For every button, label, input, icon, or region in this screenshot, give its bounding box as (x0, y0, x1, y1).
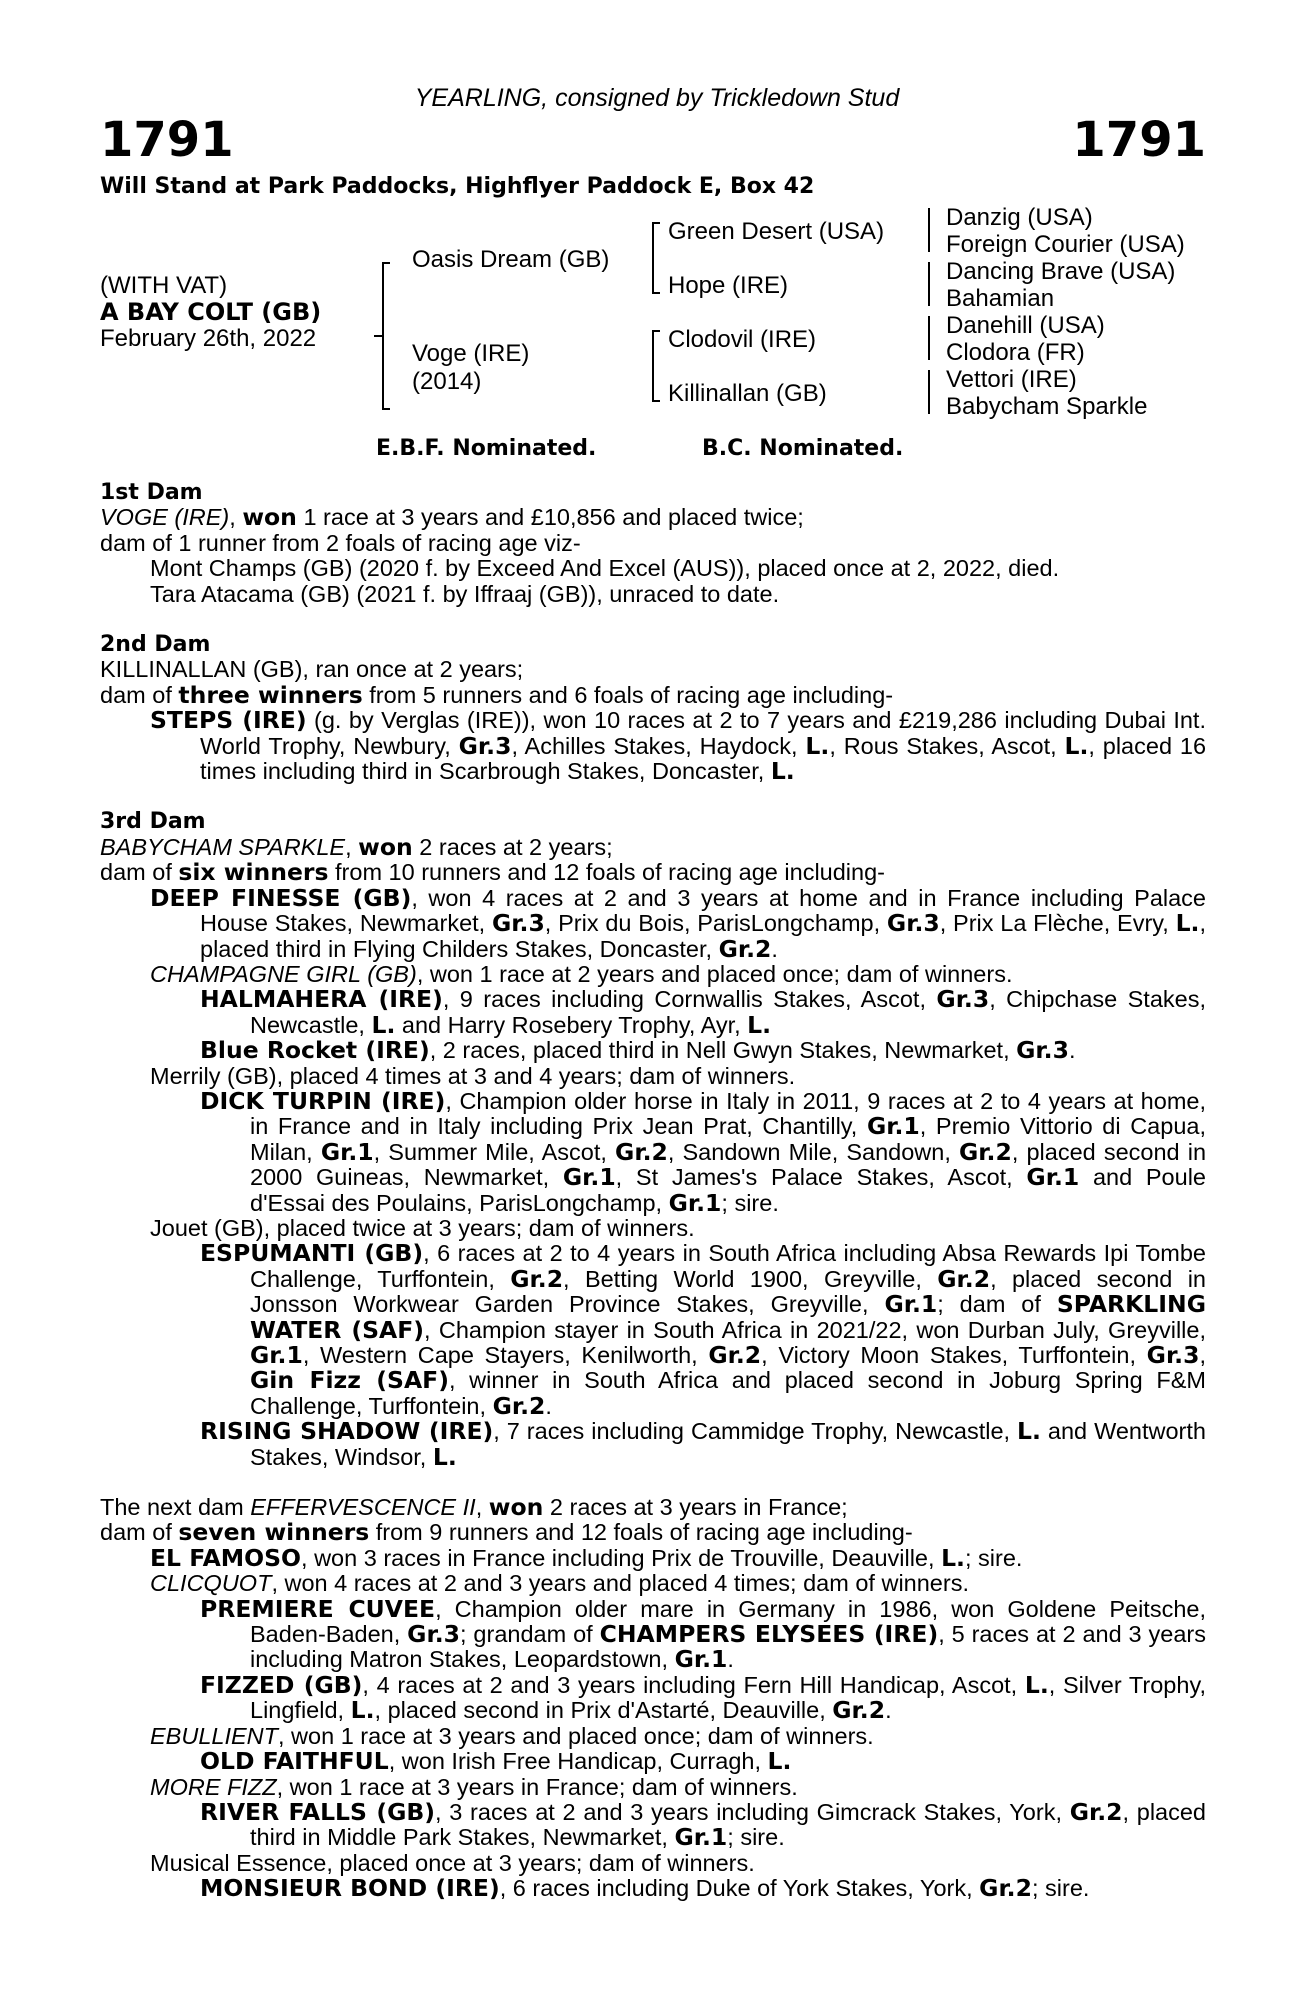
grade: L. (1175, 909, 1200, 938)
text: and Harry Rosebery Trophy, Ayr, (395, 1011, 748, 1038)
text: dam of (100, 1519, 179, 1546)
text: , won 1 race at 3 years in France; dam of winners. (276, 1773, 798, 1800)
dam-sire: Clodovil (IRE) (668, 326, 817, 353)
first-dam-produce: dam of 1 runner from 2 foals of racing age viz- (100, 529, 581, 556)
grade: Gr.2 (718, 934, 772, 963)
text: , placed second in Prix d'Astarté, Deauville, (374, 1697, 833, 1724)
runner-name: DEEP FINESSE (GB) (150, 883, 412, 912)
lot-number-right: 1791 (1072, 112, 1206, 168)
text: , (1199, 1342, 1206, 1368)
text: from 5 runners and 6 foals of racing age including- (362, 681, 894, 708)
brace-tick (382, 408, 390, 410)
grade: Gr.2 (615, 1137, 668, 1166)
text: , placed third in Middle Park Stakes, Newmarket, (250, 1798, 1206, 1851)
text: , Premio Vittorio di Capua, Milan, (250, 1113, 1206, 1165)
runner-name: MORE FIZZ (150, 1773, 277, 1800)
text: , 7 races including Cammidge Trophy, Newcastle, (493, 1418, 1018, 1445)
text: , Sandown Mile, Sandown, (667, 1138, 959, 1165)
foaling-date: February 26th, 2022 (100, 325, 317, 352)
text: , Prix La Flèche, Evry, (939, 910, 1176, 937)
text: , 2 races, placed third in Nell Gwyn Stakes, Newmarket, (429, 1037, 1017, 1064)
won-text: won (488, 1493, 544, 1522)
text: . (771, 935, 778, 962)
third-dam-heading: 3rd Dam (100, 809, 206, 835)
dam-year: (2014) (412, 368, 482, 395)
grade: Gr.3 (886, 909, 940, 938)
sire-brace (652, 222, 654, 294)
text: , won Irish Free Handicap, Curragh, (388, 1748, 768, 1775)
text: , won 1 race at 2 years and placed once; dam of winners. (416, 960, 1013, 987)
runner-entry (100, 708, 1206, 784)
catalogue-body (100, 480, 1206, 1902)
text: . (885, 1697, 892, 1724)
text: , Rous Stakes, Ascot, (829, 732, 1065, 759)
text: , 6 races including Duke of York Stakes, York, (499, 1875, 980, 1902)
runner-entry (100, 1594, 1206, 1674)
third-dam-line: BABYCHAM SPARKLE, won 2 races at 2 years; (100, 832, 613, 861)
g-brace-1 (928, 208, 930, 252)
text: dam of (100, 859, 179, 886)
grade: L. (770, 757, 795, 786)
grade: Gr.3 (1016, 1036, 1069, 1065)
text: , won 3 races in France including Prix de Trouville, Deauville, (301, 1544, 942, 1571)
text: , Chipchase Stakes, Newcastle, (250, 986, 1207, 1038)
runner-entry (100, 1724, 1206, 1749)
next-dam-line (100, 1495, 1206, 1520)
dam-brace (652, 330, 654, 402)
runner-name: EL FAMOSO (150, 1543, 302, 1572)
runner-name: CHAMPERS ELYSEES (IRE) (599, 1620, 939, 1649)
grade: L. (1017, 1417, 1041, 1446)
runner-name: HALMAHERA (IRE) (200, 985, 443, 1014)
grade: Gr.3 (458, 731, 512, 760)
grade: L. (371, 1010, 396, 1039)
runner-entry (100, 987, 1206, 1038)
ebf-nominated: E.B.F. Nominated. (376, 436, 597, 461)
text: , won 1 race at 3 years and placed once; dam of winners. (278, 1722, 874, 1749)
text: , 5 races at 2 and 3 years including Matron Stakes, Leopardstown, (250, 1621, 1206, 1673)
consignment-line: YEARLING, consigned by Trickledown Stud (414, 84, 900, 112)
text: dam of (100, 681, 179, 708)
grade: L. (767, 1747, 792, 1776)
brace-tick (652, 222, 660, 224)
grade: L. (747, 1010, 772, 1039)
runner-entry: Musical Essence, placed once at 3 years; dam of winners. (150, 1849, 755, 1876)
text: , Achilles Stakes, Haydock, (511, 732, 806, 759)
grade: Gr.1 (884, 1290, 938, 1319)
text: , winner in South Africa and placed second in Joburg Spring F&M Challenge, Turffontein, (250, 1367, 1207, 1419)
granddam-2: Bahamian (946, 285, 1055, 312)
horse-name: A BAY COLT (GB) (100, 298, 322, 326)
runner-entry (100, 1571, 1206, 1596)
runner-name: PREMIERE CUVEE (200, 1594, 436, 1623)
text: , St James's Palace Stakes, Ascot, (615, 1164, 1027, 1191)
runner-entry: Jouet (GB), placed twice at 3 years; dam of winners. (150, 1214, 695, 1241)
text: , Victory Moon Stakes, Turffontein, (761, 1342, 1147, 1368)
brace-tick (652, 330, 660, 332)
runner-entry: Merrily (GB), placed 4 times at 3 and 4 years; dam of winners. (150, 1062, 796, 1089)
first-dam-record: 1 race at 3 years and £10,856 and placed twice; (296, 504, 804, 531)
grandsire-2: Dancing Brave (USA) (946, 258, 1176, 285)
runner-entry (100, 1241, 1206, 1419)
runner-entry (100, 1670, 1206, 1725)
runner-name: Blue Rocket (IRE) (200, 1036, 430, 1065)
vat-note: (WITH VAT) (100, 272, 228, 299)
text: , Summer Mile, Ascot, (373, 1138, 616, 1165)
runner-name: RISING SHADOW (IRE) (200, 1417, 494, 1446)
grade: L. (1064, 731, 1089, 760)
third-dam-name: BABYCHAM SPARKLE (100, 833, 346, 860)
text: and Poule d'Essai des Poulains, ParisLongchamp, (250, 1164, 1206, 1216)
text: , Prix du Bois, ParisLongchamp, (544, 910, 887, 937)
granddam-1: Foreign Courier (USA) (946, 231, 1185, 258)
grade: Gr.3 (1146, 1341, 1200, 1369)
text: , won 4 races at 2 and 3 years at home and in France including Palace House Stakes, Newmarket, (200, 884, 1206, 937)
first-dam-heading: 1st Dam (100, 480, 203, 505)
second-dam-line: KILLINALLAN (GB), ran once at 2 years; (100, 656, 524, 683)
grade: L. (1024, 1670, 1049, 1699)
grade: Gr.2 (708, 1341, 762, 1369)
text: , Betting World 1900, Greyville, (563, 1265, 938, 1292)
text: , 4 races at 2 and 3 years including Fern Hill Handicap, Ascot, (362, 1671, 1025, 1698)
text: and Wentworth Stakes, Windsor, (250, 1418, 1206, 1470)
text: , Champion older mare in Germany in 1986, won Goldene Peitsche, Baden-Baden, (250, 1595, 1206, 1648)
text: , placed second in 2000 Guineas, Newmarket, (250, 1138, 1207, 1191)
brace-tick (652, 400, 660, 402)
grade: Gr.2 (510, 1264, 564, 1293)
grade: Gr.2 (937, 1264, 991, 1293)
dam: Voge (IRE) (412, 340, 530, 367)
runner-entry (100, 1775, 1206, 1800)
grade: Gr.1 (1026, 1163, 1080, 1192)
grade: Gr.3 (407, 1620, 460, 1649)
grandsire-4: Vettori (IRE) (946, 366, 1077, 393)
g-brace-4 (928, 370, 930, 414)
grade: Gr.2 (979, 1874, 1032, 1903)
runner-name: STEPS (IRE) (150, 706, 307, 735)
grade: Gr.2 (492, 1391, 546, 1420)
runner-entry (100, 1543, 1206, 1572)
text: ; dam of (937, 1291, 1057, 1318)
granddam-4: Babycham Sparkle (946, 393, 1148, 420)
runner-name: SPARKLING WATER (SAF) (250, 1290, 1206, 1344)
text: (g. by Verglas (IRE)), won 10 races at 2 to 7 years and £219,286 including Dubai Int. World Trophy, Newbury, (200, 707, 1206, 759)
grade: Gr.3 (936, 985, 990, 1014)
brace-tick (652, 292, 660, 294)
text: , Western Cape Stayers, Kenilworth, (302, 1342, 709, 1368)
runner-name: FIZZED (GB) (200, 1670, 363, 1699)
g-brace-2 (928, 262, 930, 306)
first-dam-line: VOGE (IRE), won 1 race at 3 years and £10,856 and placed twice; (100, 503, 804, 532)
text: , Champion stayer in South Africa in 2021/22, won Durban July, Greyville, (424, 1316, 1206, 1343)
grade: Gr.1 (250, 1341, 303, 1369)
text: , Champion older horse in Italy in 2011, 9 races at 2 to 4 years at home, in France and in Italy including Prix Jean Prat, Chantilly, (250, 1087, 1206, 1140)
won-text: won (358, 832, 413, 861)
runner-name: CLICQUOT (150, 1570, 272, 1597)
text: , won 4 races at 2 and 3 years and placed 4 times; dam of winners. (271, 1570, 969, 1597)
grade: Gr.1 (562, 1163, 616, 1192)
runner-name: CHAMPAGNE GIRL (GB) (150, 960, 417, 987)
text: 2 races at 2 years; (412, 833, 613, 860)
text: ; sire. (727, 1824, 785, 1851)
won-text: won (242, 503, 297, 532)
lot-number-left: 1791 (100, 112, 234, 168)
third-dam-produce (100, 860, 1206, 885)
brace-tick (374, 335, 382, 337)
grade: Gr.1 (866, 1112, 920, 1141)
foal-entry: Tara Atacama (GB) (2021 f. by Iffraaj (GB)), unraced to date. (150, 580, 780, 607)
sire-dam: Hope (IRE) (668, 272, 789, 299)
text: , (475, 1494, 489, 1521)
dam-dam: Killinallan (GB) (668, 380, 827, 407)
first-dam-name: VOGE (IRE) (100, 504, 230, 531)
text: . (727, 1646, 734, 1673)
pedigree-brace (382, 262, 384, 410)
text: The next dam (100, 1494, 251, 1521)
granddam-3: Clodora (FR) (946, 339, 1085, 366)
runner-name: DICK TURPIN (IRE) (200, 1086, 446, 1115)
g-brace-3 (928, 316, 930, 360)
second-dam-produce (100, 680, 1206, 709)
grade: L. (805, 731, 830, 760)
winners-count: three winners (178, 680, 363, 709)
foal-entry: Mont Champs (GB) (2020 f. by Exceed And Excel (AUS)), placed once at 2, 2022, died. (150, 555, 1060, 582)
grade: L. (432, 1442, 457, 1471)
text: ; sire. (1031, 1875, 1090, 1902)
runner-entry (100, 883, 1207, 963)
runner-name: Gin Fizz (SAF) (250, 1366, 449, 1395)
text: . (545, 1392, 552, 1419)
grandsire-3: Danehill (USA) (946, 312, 1105, 339)
grade: Gr.2 (832, 1696, 886, 1725)
text: , 6 races at 2 to 4 years in South Africa including Absa Rewards Ipi Tombe Challenge, Turffontein, (250, 1240, 1206, 1292)
winners-count: seven winners (178, 1518, 370, 1547)
grade: L. (941, 1543, 965, 1572)
runner-entry (100, 1038, 1206, 1063)
runner-name: OLD FAITHFUL (200, 1747, 389, 1776)
grade: Gr.2 (959, 1137, 1012, 1166)
text: from 10 runners and 12 foals of racing age including- (328, 859, 885, 886)
runner-entry (100, 1419, 1206, 1470)
runner-entry (100, 962, 1206, 987)
text: ; grandam of (459, 1621, 600, 1648)
runner-name: EBULLIENT (150, 1722, 278, 1749)
text: . (1068, 1037, 1076, 1064)
text: from 9 runners and 12 foals of racing age including- (369, 1519, 913, 1546)
sire: Oasis Dream (GB) (412, 246, 610, 273)
runner-name: RIVER FALLS (GB) (200, 1797, 436, 1826)
text: ; sire. (964, 1544, 1023, 1571)
bc-nominated: B.C. Nominated. (702, 436, 904, 461)
grade: Gr.1 (674, 1645, 728, 1674)
stand-location: Will Stand at Park Paddocks, Highflyer Paddock E, Box 42 (100, 174, 815, 199)
text: , 3 races at 2 and 3 years including Gimcrack Stakes, York, (435, 1798, 1070, 1825)
text: , placed second in Jonsson Workwear Garden Province Stakes, Greyville, (250, 1265, 1207, 1318)
grade: Gr.2 (1069, 1797, 1123, 1826)
runner-name: MONSIEUR BOND (IRE) (200, 1874, 500, 1903)
brace-tick (382, 262, 390, 264)
grade: Gr.3 (491, 909, 545, 938)
runner-entry (100, 1876, 1206, 1901)
runner-name: ESPUMANTI (GB) (200, 1239, 424, 1268)
runner-entry (100, 1749, 1206, 1774)
runner-entry (100, 1086, 1207, 1217)
text: ; sire. (721, 1189, 779, 1216)
sire-sire: Green Desert (USA) (668, 218, 885, 245)
text: , 9 races including Cornwallis Stakes, Ascot, (442, 986, 937, 1013)
next-dam-produce (100, 1520, 1206, 1545)
text: 2 races at 3 years in France; (543, 1494, 848, 1521)
grade: Gr.1 (668, 1188, 722, 1217)
runner-entry (100, 1797, 1206, 1852)
grade: L. (350, 1696, 375, 1725)
winners-count: six winners (178, 858, 329, 887)
grade: Gr.1 (674, 1823, 728, 1852)
text: , placed 16 times including third in Scarbrough Stakes, Doncaster, (200, 732, 1207, 785)
grandsire-1: Danzig (USA) (946, 204, 1093, 231)
grade: Gr.1 (320, 1137, 374, 1166)
text: , placed third in Flying Childers Stakes, Doncaster, (200, 910, 1207, 962)
second-dam-heading: 2nd Dam (100, 632, 211, 658)
next-dam-name: EFFERVESCENCE II (250, 1494, 476, 1521)
text: , Silver Trophy, Lingfield, (250, 1671, 1206, 1724)
